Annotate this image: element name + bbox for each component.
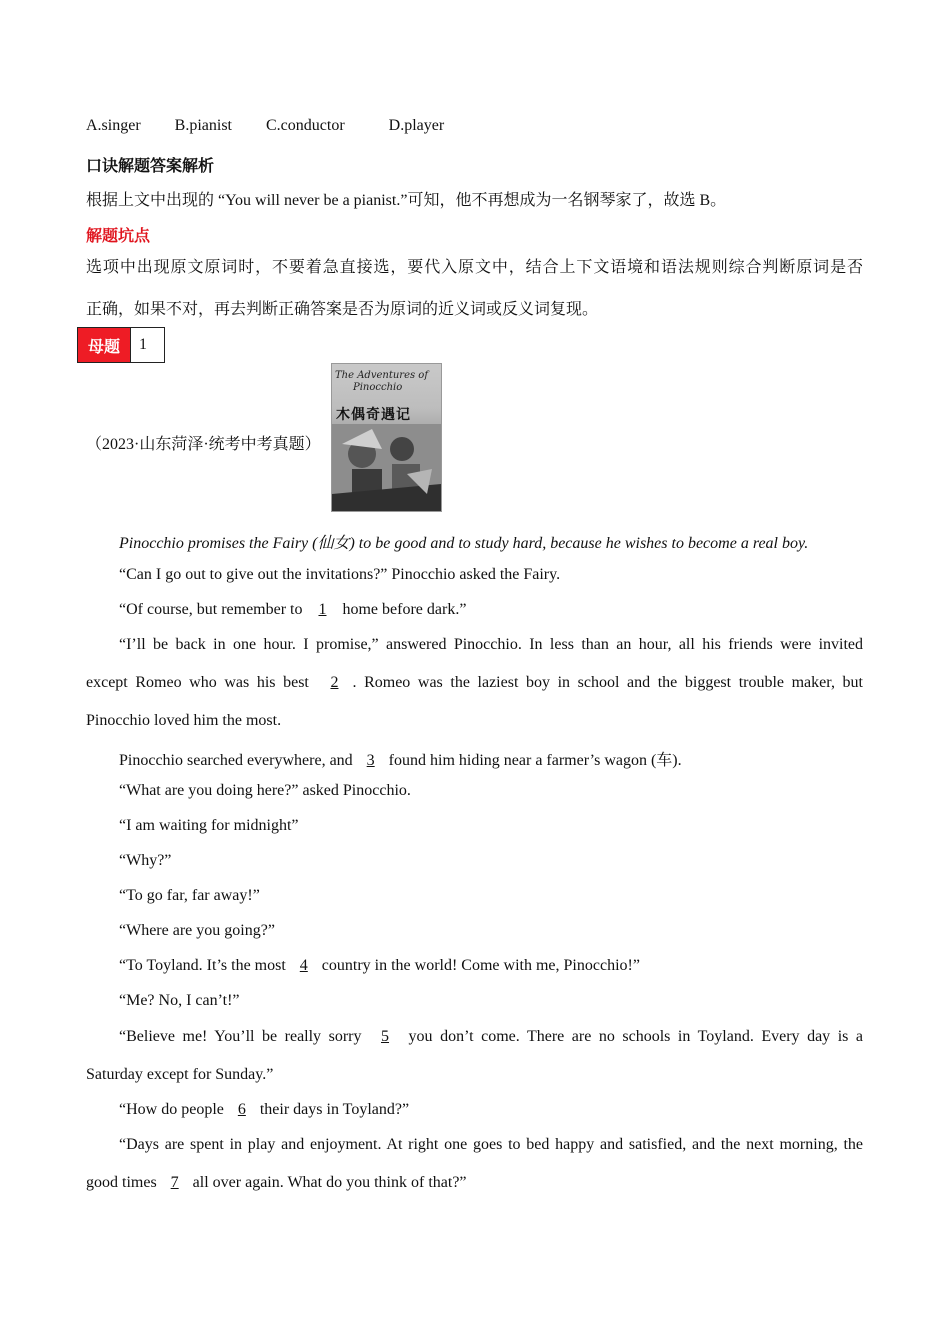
passage-p9: “To go far, far away!” <box>119 887 260 904</box>
blank-5: 5 <box>381 1028 390 1045</box>
blank-6: 6 <box>237 1101 246 1118</box>
passage-p4-line1: “I’ll be back in one hour. I promise,” answered Pinocchio. In less than an hour, all his friends were invited <box>119 636 863 653</box>
source-label: （2023·山东菏泽·统考中考真题） <box>86 436 321 453</box>
book-cover-image <box>331 363 442 512</box>
pitfall-line-1: 选项中出现原文原词时，不要着急直接选，要代入原文中，结合上下文语境和语法规则综合判断原词是否 <box>86 259 863 276</box>
option-b: B.pianist <box>174 117 232 134</box>
passage-p15-line2: good times 7 all over again. What do you think of that?” <box>86 1174 467 1191</box>
passage-p4-line2: except Romeo who was his best 2 . Romeo was the laziest boy in school and the biggest trouble maker, but <box>86 674 863 691</box>
passage-p14: “How do people 6 their days in Toyland?” <box>119 1101 410 1118</box>
pitfall-line-2: 正确，如果不对，再去判断正确答案是否为原词的近义词或反义词复现。 <box>86 301 599 318</box>
blank-4: 4 <box>299 957 308 974</box>
option-a: A.singer <box>86 117 141 134</box>
blank-7: 7 <box>170 1174 179 1191</box>
passage-p6: “What are you doing here?” asked Pinocchio. <box>119 782 411 799</box>
passage-p10: “Where are you going?” <box>119 922 275 939</box>
passage-p12: “Me? No, I can’t!” <box>119 992 240 1009</box>
tag-label: 母题 <box>78 328 130 362</box>
passage-p2: “Can I go out to give out the invitations?” Pinocchio asked the Fairy. <box>119 566 561 583</box>
cover-illustration <box>332 424 441 512</box>
answer-options <box>86 117 474 135</box>
cover-title-cn: 木偶奇遇记 <box>336 408 411 423</box>
analysis-title: 口诀解题答案解析 <box>86 158 215 175</box>
cover-title-en: The Adventures of Pinocchio <box>335 370 429 393</box>
passage-p7: “I am waiting for midnight” <box>119 817 299 834</box>
tag-number: 1 <box>130 328 164 362</box>
passage-p11: “To Toyland. It’s the most 4 country in the world! Come with me, Pinocchio!” <box>119 957 640 974</box>
option-d: D.player <box>388 117 445 134</box>
passage-p3: “Of course, but remember to 1 home before dark.” <box>119 601 467 618</box>
pitfall-title: 解题坑点 <box>86 228 151 245</box>
passage-p4-line3: Pinocchio loved him the most. <box>86 712 282 729</box>
passage-p13-line1: “Believe me! You’ll be really sorry 5 you don’t come. There are no schools in Toyland. Every day is a <box>119 1028 864 1045</box>
question-tag <box>77 327 165 363</box>
passage-p13-line2: Saturday except for Sunday.” <box>86 1066 274 1083</box>
analysis-text: 根据上文中出现的 “You will never be a pianist.”可知，他不再想成为一名钢琴家了，故选 B。 <box>86 192 727 209</box>
passage-p5: Pinocchio searched everywhere, and 3 found him hiding near a farmer’s wagon (车). <box>119 752 682 769</box>
passage-p15-line1: “Days are spent in play and enjoyment. At right one goes to bed happy and satisfied, and the next morning, the <box>119 1136 863 1153</box>
passage-p8: “Why?” <box>119 852 172 869</box>
blank-1: 1 <box>318 601 327 618</box>
passage-intro: Pinocchio promises the Fairy (仙女) to be good and to study hard, because he wishes to become a real boy. <box>119 535 809 552</box>
blank-2: 2 <box>330 674 339 691</box>
blank-3: 3 <box>366 752 375 769</box>
option-c: C.conductor <box>266 117 345 134</box>
